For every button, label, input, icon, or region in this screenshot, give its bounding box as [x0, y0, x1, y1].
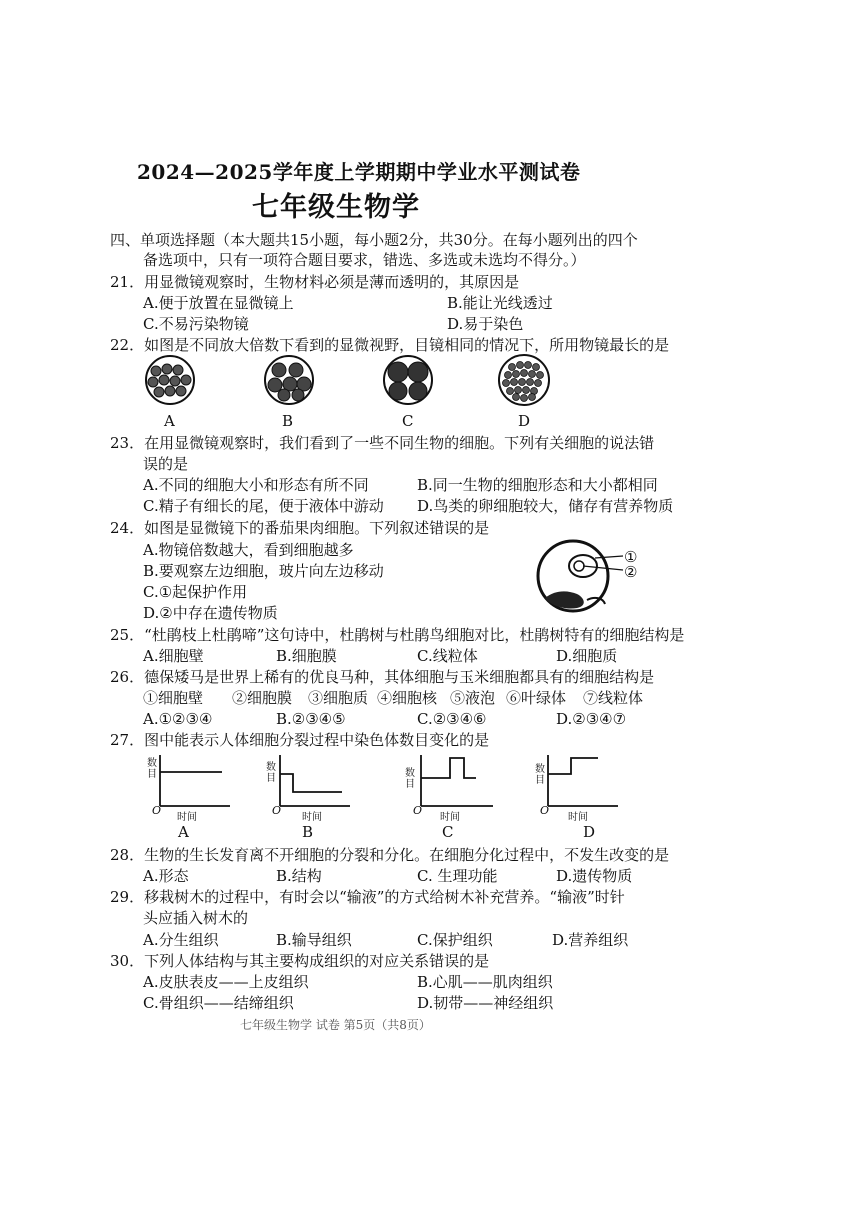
q28-option-d: D.遗传物质 [556, 867, 633, 885]
field-c-figure [384, 356, 432, 404]
q26-option-c: C.②③④⑥ [417, 710, 487, 728]
q24-tomato-cell-figure [537, 540, 657, 630]
q21-option-d: D.易于染色 [447, 315, 524, 333]
q29-option-a: A.分生组织 [143, 931, 219, 949]
field-a-figure [146, 356, 194, 404]
graph-d [548, 755, 618, 806]
graph-a-ylabel: 数目 [147, 758, 157, 780]
q26-item-3: ③细胞质 [308, 689, 369, 707]
q26-item-7: ⑦线粒体 [583, 689, 644, 707]
graph-c-ylabel: 数目 [405, 768, 415, 790]
q25-option-c: C.线粒体 [417, 647, 478, 665]
graph-b-origin: O [272, 804, 282, 817]
q28-option-c: C. 生理功能 [417, 867, 498, 885]
q22-label-d: D [518, 412, 531, 430]
q24-stem: 24．如图是显微镜下的番茄果肉细胞。下列叙述错误的是 [110, 519, 490, 537]
section-heading-cont: 备选项中，只有一项符合题目要求，错选、多选或未选均不得分。） [143, 251, 586, 269]
field-d-figure [499, 355, 549, 405]
q23-option-d: D.鸟类的卵细胞较大，储存有营养物质 [417, 497, 674, 515]
q29-stem: 29．移栽树木的过程中，有时会以“输液”的方式给树木补充营养。“输液”时针 [110, 888, 625, 906]
q26-option-d: D.②③④⑦ [556, 710, 627, 728]
q26-option-a: A.①②③④ [143, 710, 213, 728]
q22-label-a: A [164, 412, 175, 430]
graph-c-origin: O [413, 804, 423, 817]
q27-graphs [0, 752, 860, 822]
q28-option-a: A.形态 [143, 867, 189, 885]
q30-option-c: C.骨组织——结缔组织 [143, 994, 294, 1012]
q24-label-1: ① [624, 548, 638, 566]
q27-label-c: C [442, 823, 454, 841]
q22-label-c: C [402, 412, 414, 430]
page-footer: 七年级生物学 试卷 第5页（共8页） [240, 1018, 431, 1032]
q22-stem: 22．如图是不同放大倍数下看到的显微视野，目镜相同的情况下，所用物镜最长的是 [110, 336, 670, 354]
q27-label-b: B [302, 823, 314, 841]
exam-title: 2024—2025学年度上学期期中学业水平测试卷 [137, 160, 581, 184]
q23-stem: 23．在用显微镜观察时，我们看到了一些不同生物的细胞。下列有关细胞的说法错 [110, 434, 655, 452]
q22-label-b: B [282, 412, 294, 430]
q26-item-5: ⑤液泡 [450, 689, 496, 707]
q24-option-d: D.②中存在遗传物质 [143, 604, 278, 622]
q30-option-b: B.心肌——肌肉组织 [417, 973, 553, 991]
q28-stem: 28．生物的生长发育离不开细胞的分裂和分化。在细胞分化过程中，不发生改变的是 [110, 846, 670, 864]
q22-microscope-fields [0, 355, 860, 435]
graph-d-xlabel: 时间 [568, 812, 588, 823]
q23-option-c: C.精子有细长的尾，便于液体中游动 [143, 497, 384, 515]
q29-option-d: D.营养组织 [552, 931, 629, 949]
q29-option-c: C.保护组织 [417, 931, 493, 949]
q26-item-4: ④细胞核 [377, 689, 438, 707]
graph-a-origin: O [152, 804, 162, 817]
q27-label-a: A [178, 823, 189, 841]
q23-option-b: B.同一生物的细胞形态和大小都相同 [417, 476, 658, 494]
field-b-figure [265, 356, 313, 404]
section-heading: 四、单项选择题（本大题共15小题，每小题2分，共30分。在每小题列出的四个 [110, 231, 638, 249]
q30-option-a: A.皮肤表皮——上皮组织 [143, 973, 309, 991]
q25-stem: 25．“杜鹃枝上杜鹃啼”这句诗中，杜鹃树与杜鹃鸟细胞对比，杜鹃树特有的细胞结构是 [110, 626, 685, 644]
q27-label-d: D [583, 823, 596, 841]
q25-option-d: D.细胞质 [556, 647, 618, 665]
q21-option-a: A.便于放置在显微镜上 [143, 294, 294, 312]
q23-stem-cont: 误的是 [143, 455, 189, 473]
q26-stem: 26．德保矮马是世界上稀有的优良马种，其体细胞与玉米细胞都具有的细胞结构是 [110, 668, 655, 686]
graph-b-ylabel: 数目 [266, 762, 276, 784]
q27-stem: 27．图中能表示人体细胞分裂过程中染色体数目变化的是 [110, 731, 490, 749]
q23-option-a: A.不同的细胞大小和形态有所不同 [143, 476, 369, 494]
q25-option-a: A.细胞壁 [143, 647, 204, 665]
q21-option-c: C.不易污染物镜 [143, 315, 249, 333]
q26-item-2: ②细胞膜 [232, 689, 293, 707]
q25-option-b: B.细胞膜 [276, 647, 337, 665]
q21-stem: 21．用显微镜观察时，生物材料必须是薄而透明的，其原因是 [110, 273, 520, 291]
exam-subtitle: 七年级生物学 [252, 192, 420, 223]
graph-d-ylabel: 数目 [535, 764, 545, 786]
q24-option-a: A.物镜倍数越大，看到细胞越多 [143, 541, 354, 559]
graph-c-xlabel: 时间 [440, 812, 460, 823]
graph-a [160, 755, 230, 806]
q24-label-2: ② [624, 563, 638, 581]
q29-option-b: B.输导组织 [276, 931, 352, 949]
q21-option-b: B.能让光线透过 [447, 294, 553, 312]
q26-item-6: ⑥叶绿体 [506, 689, 567, 707]
q26-option-b: B.②③④⑤ [276, 710, 346, 728]
graph-b-xlabel: 时间 [302, 812, 322, 823]
q28-option-b: B.结构 [276, 867, 322, 885]
graph-b [280, 755, 350, 806]
q30-stem: 30．下列人体结构与其主要构成组织的对应关系错误的是 [110, 952, 490, 970]
graph-a-xlabel: 时间 [177, 812, 197, 823]
q24-option-c: C.①起保护作用 [143, 583, 248, 601]
graph-d-origin: O [540, 804, 550, 817]
q26-item-1: ①细胞壁 [143, 689, 204, 707]
q29-stem-cont: 头应插入树木的 [143, 909, 249, 927]
q24-option-b: B.要观察左边细胞，玻片向左边移动 [143, 562, 384, 580]
graph-c [421, 755, 493, 806]
q30-option-d: D.韧带——神经组织 [417, 994, 554, 1012]
